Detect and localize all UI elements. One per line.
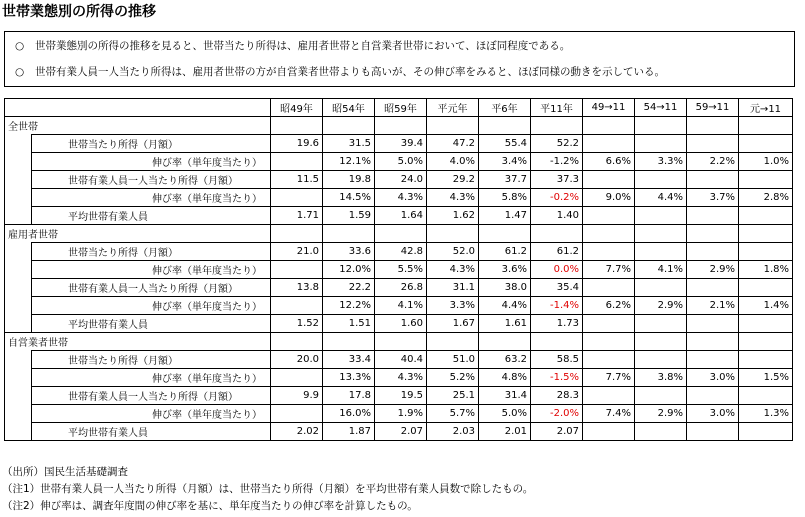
table-cell: 4.3% [375,369,427,387]
growth-cell [635,207,687,225]
indent-cell [5,261,32,279]
table-cell: 16.0% [323,405,375,423]
row-label: 世帯当たり所得（月額） [32,135,271,153]
table-cell: 4.4% [479,297,531,315]
column-header: 昭54年 [323,99,375,117]
table-cell [271,405,323,423]
table-cell [531,117,583,135]
growth-cell [739,315,793,333]
table-cell [531,225,583,243]
table-row [5,189,793,207]
table-cell: 5.7% [427,405,479,423]
table-cell: 52.0 [427,243,479,261]
table-row [5,297,793,315]
table-cell: -1.2% [531,153,583,171]
growth-cell [635,243,687,261]
table-cell: 4.8% [479,369,531,387]
table-cell [479,333,531,351]
table-cell: 3.3% [427,297,479,315]
table-cell: 40.4 [375,351,427,369]
table-cell [427,225,479,243]
row-label: 世帯有業人員一人当たり所得（月額） [32,279,271,297]
table-cell: 55.4 [479,135,531,153]
notes [2,464,533,515]
column-header: 49→11 [583,99,635,117]
growth-cell [583,423,635,441]
group-header-row [5,117,793,135]
summary-text-2: 世帯有業人員一人当たり所得は、雇用者世帯の方が自営業者世帯よりも高いが、その伸び率をみると、ほぼ同様の動きを示している。 [35,66,665,78]
growth-cell: 3.0% [687,369,739,387]
table-cell: 3.6% [479,261,531,279]
table-cell: 9.9 [271,387,323,405]
table-cell: 5.5% [375,261,427,279]
table-row [5,423,793,441]
row-label: 伸び率（単年度当たり） [32,189,271,207]
table-cell: 5.0% [479,405,531,423]
growth-cell [687,315,739,333]
indent-cell [5,405,32,423]
table-cell: 31.4 [479,387,531,405]
table-cell [687,117,739,135]
group-header-row [5,333,793,351]
table-cell: 1.64 [375,207,427,225]
note-1: （注1）世帯有業人員一人当たり所得（月額）は、世帯当たり所得（月額）を平均世帯有業人員数で除したもの。 [2,483,534,495]
growth-cell [635,387,687,405]
growth-cell [583,171,635,189]
table-cell: 1.60 [375,315,427,333]
table-cell: 1.40 [531,207,583,225]
table-cell [271,153,323,171]
table-cell [479,225,531,243]
table-row [5,171,793,189]
table-cell [739,225,793,243]
growth-cell [635,279,687,297]
growth-cell [583,207,635,225]
table-row [5,387,793,405]
table-cell [583,333,635,351]
growth-cell [739,207,793,225]
indent-cell [5,315,32,333]
table-cell [323,225,375,243]
table-cell [271,261,323,279]
note-source: （出所）国民生活基礎調査 [2,466,128,478]
indent-cell [5,243,32,261]
growth-cell [687,171,739,189]
note-2: （注2）伸び率は、調査年度間の伸び率を基に、単年度当たりの伸び率を計算したもの。 [2,500,418,512]
table-cell [427,117,479,135]
table-row [5,369,793,387]
table-cell [271,297,323,315]
table-cell: 19.6 [271,135,323,153]
table-cell: 42.8 [375,243,427,261]
table-cell: 4.1% [375,297,427,315]
growth-cell: 2.9% [635,405,687,423]
table-cell [635,333,687,351]
row-label: 平均世帯有業人員 [32,423,271,441]
table-cell: 61.2 [479,243,531,261]
table-cell: 2.07 [531,423,583,441]
table-cell [323,333,375,351]
table-cell [375,333,427,351]
table-cell: 5.0% [375,153,427,171]
table-cell: 11.5 [271,171,323,189]
table-cell: 1.67 [427,315,479,333]
growth-cell [635,423,687,441]
table-cell: 1.52 [271,315,323,333]
table-cell: 12.0% [323,261,375,279]
bullet-circle-icon: ○ [15,40,25,52]
growth-cell: 3.0% [687,405,739,423]
table-cell: 0.0% [531,261,583,279]
growth-cell: 3.8% [635,369,687,387]
table-cell: 52.2 [531,135,583,153]
table-cell [323,117,375,135]
table-cell [271,369,323,387]
row-label: 平均世帯有業人員 [32,207,271,225]
indent-cell [5,153,32,171]
row-label: 世帯有業人員一人当たり所得（月額） [32,387,271,405]
table-cell: 24.0 [375,171,427,189]
row-label: 世帯有業人員一人当たり所得（月額） [32,171,271,189]
table-cell: 1.9% [375,405,427,423]
table-cell: 2.01 [479,423,531,441]
table-cell: 4.0% [427,153,479,171]
summary-line-2 [15,64,665,79]
indent-cell [5,135,32,153]
table-cell [375,225,427,243]
table-cell: 13.3% [323,369,375,387]
growth-cell: 2.9% [687,261,739,279]
table-cell: 19.8 [323,171,375,189]
growth-cell [739,243,793,261]
table-cell: 2.03 [427,423,479,441]
group-name: 雇用者世帯 [5,225,271,243]
row-label: 伸び率（単年度当たり） [32,153,271,171]
growth-cell: 2.1% [687,297,739,315]
group-header-row [5,225,793,243]
table-cell: -1.5% [531,369,583,387]
indent-cell [5,369,32,387]
table-cell: 58.5 [531,351,583,369]
table-cell [271,333,323,351]
table-cell: 31.1 [427,279,479,297]
bullet-circle-icon: ○ [15,66,25,78]
table-cell: 33.4 [323,351,375,369]
growth-cell [739,171,793,189]
table-cell: 29.2 [427,171,479,189]
table-row [5,135,793,153]
growth-cell [687,423,739,441]
table-cell [271,117,323,135]
growth-cell: 2.2% [687,153,739,171]
growth-cell [687,207,739,225]
growth-cell [739,279,793,297]
table-cell [739,333,793,351]
table-cell [427,333,479,351]
column-header: 54→11 [635,99,687,117]
column-header: 平11年 [531,99,583,117]
table-cell: 1.73 [531,315,583,333]
table-cell [375,117,427,135]
table-cell [635,225,687,243]
growth-cell [635,315,687,333]
summary-box [4,31,795,87]
growth-cell: 1.4% [739,297,793,315]
group-name: 全世帯 [5,117,271,135]
growth-cell [687,243,739,261]
table-cell: 2.07 [375,423,427,441]
table-cell: 1.51 [323,315,375,333]
growth-cell [687,351,739,369]
row-label: 伸び率（単年度当たり） [32,405,271,423]
indent-cell [5,171,32,189]
table-cell: 5.8% [479,189,531,207]
growth-cell [687,387,739,405]
indent-cell [5,207,32,225]
group-name: 自営業者世帯 [5,333,271,351]
growth-cell [687,279,739,297]
row-label: 世帯当たり所得（月額） [32,243,271,261]
growth-cell: 4.4% [635,189,687,207]
table-cell: 39.4 [375,135,427,153]
table-row [5,207,793,225]
column-header: 平元年 [427,99,479,117]
table-cell: 14.5% [323,189,375,207]
growth-cell: 6.6% [583,153,635,171]
table-cell [583,225,635,243]
header-corner [5,99,271,117]
table-cell: 1.61 [479,315,531,333]
table-row [5,405,793,423]
table-cell: 25.1 [427,387,479,405]
growth-cell: 1.3% [739,405,793,423]
table-row [5,243,793,261]
table-cell: 17.8 [323,387,375,405]
growth-cell: 1.8% [739,261,793,279]
table-cell: 20.0 [271,351,323,369]
table-cell: 5.2% [427,369,479,387]
growth-cell [739,351,793,369]
table-cell: 33.6 [323,243,375,261]
table-cell: 51.0 [427,351,479,369]
table-cell [271,189,323,207]
table-cell [687,225,739,243]
table-cell: 3.4% [479,153,531,171]
growth-cell [583,387,635,405]
growth-cell [635,351,687,369]
growth-cell: 2.8% [739,189,793,207]
growth-cell: 7.7% [583,261,635,279]
table-cell: 1.59 [323,207,375,225]
indent-cell [5,423,32,441]
growth-cell: 6.2% [583,297,635,315]
growth-cell: 9.0% [583,189,635,207]
table-cell: 31.5 [323,135,375,153]
table-cell [739,117,793,135]
table-row [5,315,793,333]
row-label: 世帯当たり所得（月額） [32,351,271,369]
column-header: 昭59年 [375,99,427,117]
page-title: 世帯業態別の所得の推移 [2,4,156,20]
growth-cell [583,351,635,369]
table-cell: 13.8 [271,279,323,297]
growth-cell [739,387,793,405]
table-cell [271,225,323,243]
growth-cell: 7.7% [583,369,635,387]
table-cell: 47.2 [427,135,479,153]
table-cell: 26.8 [375,279,427,297]
indent-cell [5,279,32,297]
table-cell: -2.0% [531,405,583,423]
row-label: 平均世帯有業人員 [32,315,271,333]
table-cell: 19.5 [375,387,427,405]
table-row [5,261,793,279]
indent-cell [5,351,32,369]
table-cell: 4.3% [427,189,479,207]
table-cell: 12.2% [323,297,375,315]
growth-cell: 1.0% [739,153,793,171]
table-cell: 22.2 [323,279,375,297]
table-cell: 38.0 [479,279,531,297]
table-cell: 21.0 [271,243,323,261]
indent-cell [5,297,32,315]
growth-cell [635,171,687,189]
column-header: 昭49年 [271,99,323,117]
table-cell: 35.4 [531,279,583,297]
table-header-row [5,99,793,117]
indent-cell [5,387,32,405]
table-cell: 37.7 [479,171,531,189]
table-cell: 4.3% [427,261,479,279]
growth-cell: 4.1% [635,261,687,279]
table-cell: -1.4% [531,297,583,315]
table-cell: 63.2 [479,351,531,369]
income-table [4,98,793,441]
growth-cell: 7.4% [583,405,635,423]
growth-cell [739,423,793,441]
table-cell: 1.87 [323,423,375,441]
growth-cell [635,135,687,153]
table-cell: 1.47 [479,207,531,225]
row-label: 伸び率（単年度当たり） [32,297,271,315]
table-cell: 37.3 [531,171,583,189]
table-cell [479,117,531,135]
growth-cell [687,135,739,153]
table-cell [583,117,635,135]
growth-cell: 3.3% [635,153,687,171]
growth-cell: 1.5% [739,369,793,387]
row-label: 伸び率（単年度当たり） [32,261,271,279]
growth-cell [583,243,635,261]
table-cell: 2.02 [271,423,323,441]
column-header: 元→11 [739,99,793,117]
growth-cell [583,135,635,153]
table-cell: 28.3 [531,387,583,405]
summary-text-1: 世帯業態別の所得の推移を見ると、世帯当たり所得は、雇用者世帯と自営業者世帯において、ほぼ同程度である。 [35,40,571,52]
indent-cell [5,189,32,207]
table-row [5,351,793,369]
table-cell: 61.2 [531,243,583,261]
growth-cell: 2.9% [635,297,687,315]
growth-cell [583,279,635,297]
growth-cell: 3.7% [687,189,739,207]
table-cell: 1.71 [271,207,323,225]
table-cell: 1.62 [427,207,479,225]
column-header: 59→11 [687,99,739,117]
growth-cell [583,315,635,333]
column-header: 平6年 [479,99,531,117]
table-cell: 4.3% [375,189,427,207]
table-cell [687,333,739,351]
table-cell: -0.2% [531,189,583,207]
table-cell [635,117,687,135]
table-cell: 12.1% [323,153,375,171]
summary-line-1 [15,38,570,53]
table-row [5,153,793,171]
growth-cell [739,135,793,153]
table-row [5,279,793,297]
table-cell [531,333,583,351]
row-label: 伸び率（単年度当たり） [32,369,271,387]
